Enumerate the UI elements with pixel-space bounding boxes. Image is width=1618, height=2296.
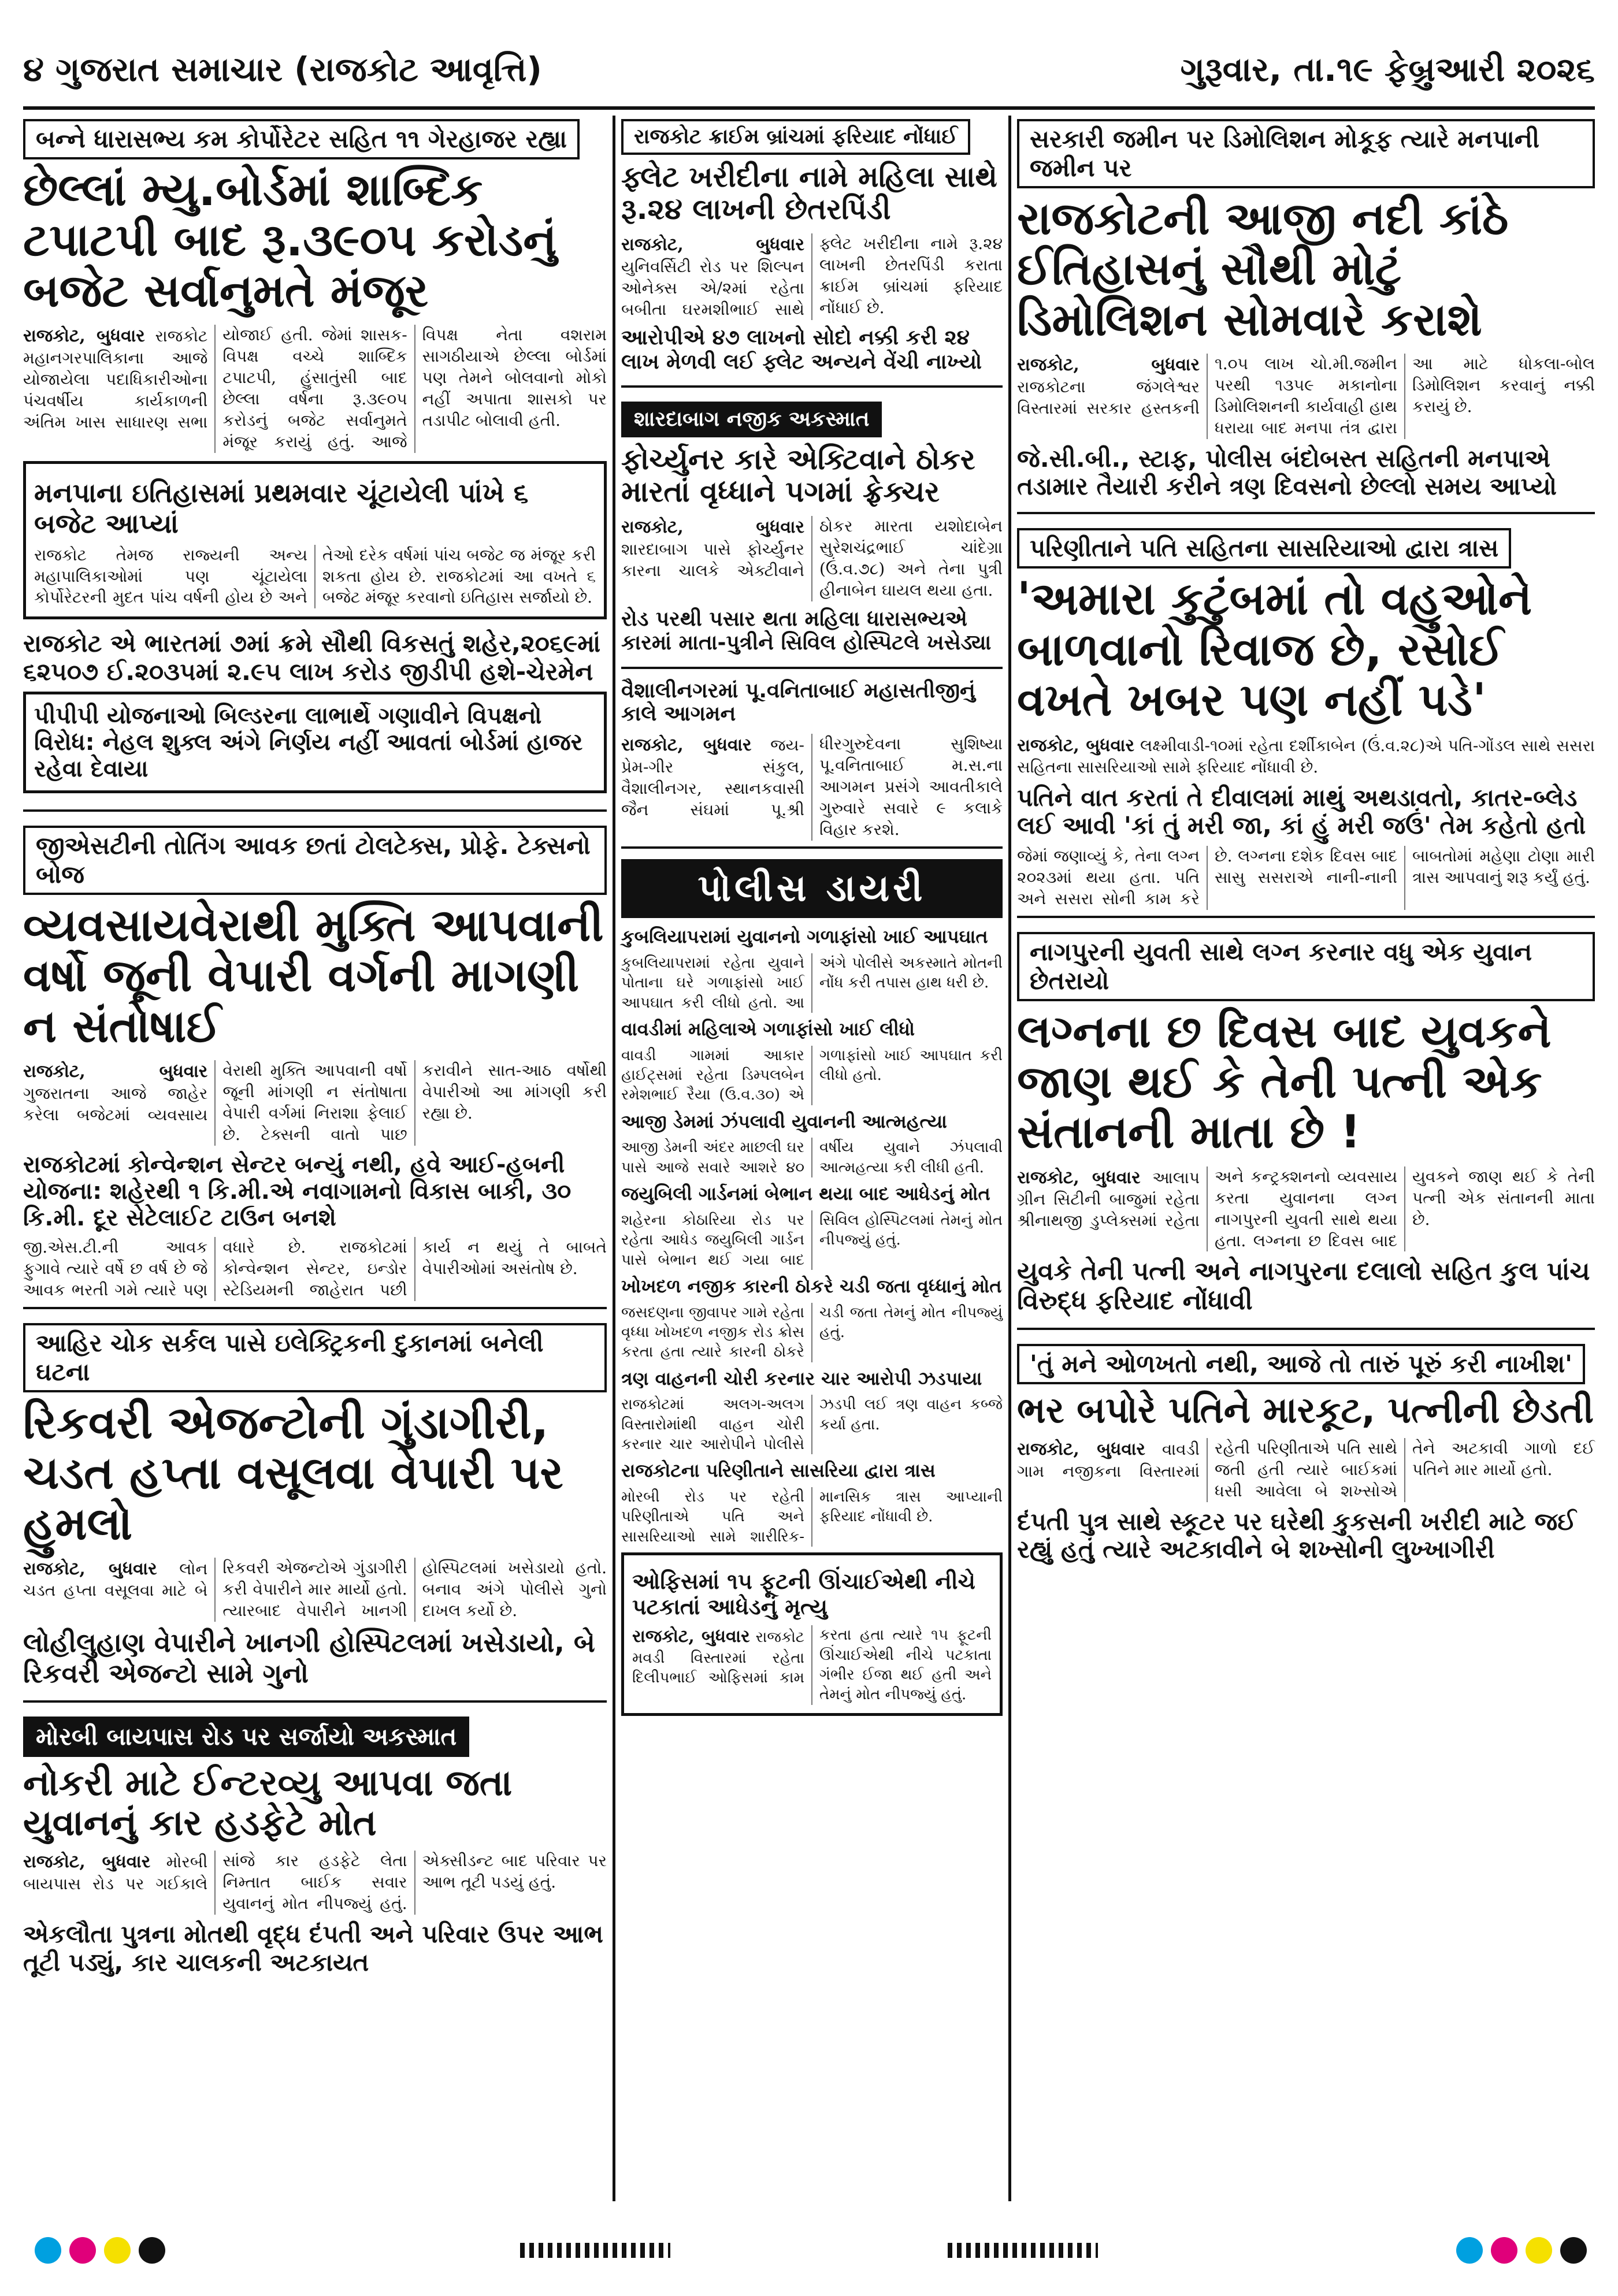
headline: વ્યવસાયવેરાથી મુક્તિ આપવાની વર્ષો જૂની વેપારી વર્ગની માગણી ન સંતોષાઈ (23, 900, 604, 1053)
item-headline: વાવડીમાં મહિલાએ ગળાફાંસો ખાઈ લીધો (621, 1017, 915, 1040)
subhead: આરોપીએ ૪૭ લાખનો સોદો નક્કી કરી ૨૪ લાખ મેળવી લઈ ફ્લેટ અન્યને વેંચી નાખ્યો (621, 326, 982, 374)
list-item (621, 1111, 1003, 1177)
cyan-dot (35, 2237, 61, 2264)
article-body: જેમાં જણાવ્યું કે, તેના લગ્ન ૨૦૨૩માં થયા હતા. પતિ અને સસરા સોની કામ કરે છે. લગ્નના દશેક દિવસ બાદ સાસુ સસરાએ નાની-નાની બાબતોમાં મહેણા ટોણા મારી ત્રાસ આપવાનું શરૂ કર્યું હતું. (1017, 846, 1595, 908)
list-item (621, 1460, 1003, 1547)
dateline: રાજકોટ, બુધવાર (621, 517, 804, 538)
headline: 'અમારા કુટુંબમાં તો વહુઓને બાળવાનો રિવાજ છે, રસોઈ વખતે ખબર પણ નહીં પડે' (1017, 573, 1532, 727)
column-rule (1008, 116, 1011, 2201)
headline: લગ્નના છ દિવસ બાદ યુવકને જાણ થઈ કે તેની પત્ની એક સંતાનની માતા છે ! (1017, 1005, 1552, 1159)
item-body: મોરબી રોડ પર રહેતી પરિણીતાએ પતિ અને સાસરિયાઓ સામે શારીરિક-માનસિક ત્રાસ આપ્યાની ફરિયાદ નોંધાવી છે. (621, 1488, 1003, 1545)
body-text-2: જી.એસ.ટી.ની આવક ફુગાવે ત્યારે વર્ષે છ વર્ષ છે જે આવક ભરતી ગમે ત્યારે પણ વધારે છે. રાજકોટમાં કોન્વેન્શન સેન્ટર, ઇન્ડોર સ્ટેડિયમની જાહેરાત પછી કાર્ય ન થયું તે બાબતે વેપારીઓમાં અસંતોષ છે. (23, 1237, 607, 1299)
dateline: રાજકોટ, બુધવાર (23, 1061, 208, 1082)
body-text: ગુજરાતના આજે જાહેર કરેલા બજેટમાં વ્યવસાય વેરાથી મુક્તિ આપવાની વર્ષો જૂની માંગણી ન સંતોષાતા વેપારી વર્ગમાં નિરાશા ફેલાઈ છે. ટેક્સની વાતો પાછ કરાવીને સાત-આઠ વર્ષોથી વેપારીઓ આ માંગણી કરી રહ્યા છે. (23, 1061, 607, 1144)
body-text: રાજકોટના જંગલેશ્વર વિસ્તારમાં સરકાર હસ્તકની ૧.૦૫ લાખ ચો.મી.જમીન પરથી ૧૩૫૯ મકાનોના ડિમોલિશનની કાર્યવાહી હાથ ધરાયા બાદ મનપા તંત્ર દ્વારા આ માટે ધોકલા-બોલ ડિમોલિશન કરવાનું નક્કી કરાયું છે. (1017, 354, 1595, 437)
body-text: યુનિવર્સિટી રોડ પર શિલ્પન ઓનેક્સ એ/૨માં રહેતા બબીતા ઘરમશીભાઈ સાથે ફ્લેટ ખરીદીના નામે રૂ.૨૪ લાખની છેતરપિંડી કરાતા ક્રાઈમ બ્રાંચમાં ફરિયાદ નોંધાઈ છે. (621, 234, 1003, 319)
dateline: રાજકોટ, બુધવાર (1017, 735, 1135, 756)
magenta-dot (69, 2237, 96, 2264)
item-headline: આજી ડેમમાં ઝંપલાવી યુવાનની આત્મહત્યા (621, 1110, 947, 1132)
subhead-box (23, 461, 607, 620)
kicker: મોરબી બાયપાસ રોડ પર સર્જાયો અકસ્માત (23, 1717, 469, 1757)
item-body: આજી ડેમની અંદર માછલી ઘર પાસે આજે સવારે આશરે ૪૦ વર્ષીય યુવાને ઝંપલાવી આત્મહત્યા કરી લીધી હતી. (621, 1139, 1003, 1176)
article-body (632, 1625, 992, 1704)
article-profession-tax (23, 822, 607, 1309)
body-text: શારદાબાગ પાસે ફોર્ચ્યુનર કારના ચાલકે એક્ટીવાને ઠોકર મારતા યશોદાબેન સુરેશચંદ્રભાઈ ચાંદેગ્રા (ઉં.વ.૭૮) અને તેના પુત્રી હીનાબેન ઘાયલ થયા હતા. (621, 517, 1003, 600)
body-text: લોન ચડત હપ્તા વસૂલવા માટે બે રિકવરી એજન્ટોએ ગુંડાગીરી કરી વેપારીને માર માર્યો હતો. ત્યારબાદ વેપારીને ખાનગી હોસ્પિટલમાં ખસેડાયો હતો. બનાવ અંગે પોલીસે ગુનો દાખલ કર્યો છે. (23, 1558, 607, 1620)
item-body: કુબલિયાપરામાં રહેતા યુવાને પોતાના ઘરે ગળાફાંસો ખાઈ આપઘાત કરી લીધો હતો. આ અંગે પોલીસે અકસ્માતે મોતની નોંધ કરી તપાસ હાથ ધરી છે. (621, 954, 1003, 1012)
headline: રાજકોટની આજી નદી કાંઠે ઈતિહાસનું સૌથી મોટું ડિમોલિશન સોમવારે કરાશે (1017, 193, 1509, 346)
headline: ઓફિસમાં ૧૫ ફૂટની ઊંચાઈએથી નીચે પટકાતાં આધેડનું મૃત્યુ (632, 1569, 975, 1619)
side-subhead: રાજકોટ એ ભારતમાં ૭માં ક્રમે સૌથી વિકસતું શહેર,૨૦૬૯માં ૬૨૫૦૭ ઈ.૨૦૩૫માં ૨.૯૫ લાખ કરોડ જીડીપી હશે-ચેરમેન (23, 629, 601, 686)
subhead: લોહીલુહાણ વેપારીને ખાનગી હોસ્પિટલમાં ખસેડાયો, બે રિકવરી એજન્ટો સામે ગુનો (23, 1626, 595, 1689)
subhead: રાજકોટમાં કોન્વેન્શન સેન્ટર બન્યું નથી, હવે આઈ-હબની યોજના: શહેરથી ૧ કિ.મી.એ નવાગામનો વિકાસ બાકી, ૩૦ કિ.મી. દૂર સેટેલાઈટ ટાઉન બનશે (23, 1151, 572, 1231)
article-budget (23, 116, 607, 812)
item-headline: ત્રણ વાહનની ચોરી કરનાર ચાર આરોપી ઝડપાયા (621, 1367, 982, 1390)
article-afternoon-assault (1017, 1340, 1595, 1576)
article-body (621, 233, 1003, 320)
kicker: 'તું મને ઓળખતો નથી, આજે તો તારું પૂરું કરી નાખીશ' (1017, 1344, 1585, 1384)
item-headline: જયુબિલી ગાર્ડનમાં બેભાન થયા બાદ આધેડનું મોત (621, 1183, 990, 1205)
gray-strip (948, 2243, 1098, 2258)
magenta-dot (1491, 2237, 1517, 2264)
kicker: જીએસટીની તોતિંગ આવક છતાં ટોલટેક્સ, પ્રોફે. ટેક્સનો બોજ (23, 826, 607, 895)
kicker: રાજકોટ ક્રાઈમ બ્રાંચમાં ફરિયાદ નોંધાઈ (621, 119, 970, 155)
subhead: દંપતી પુત્ર સાથે સ્કૂટર પર ઘરેથી કુકસની ખરીદી માટે જઈ રહ્યું હતું ત્યારે અટકાવીને બે શખ્સોની લુખ્ખાગીરી (1017, 1507, 1576, 1564)
headline: રિકવરી એજન્ટોની ગુંડાગીરી, ચડત હપ્તા વસૂલવા વેપારી પર હુમલો (23, 1396, 563, 1550)
dateline: રાજકોટ, બુધવાર (621, 735, 752, 756)
item-body: જસદણના જીવાપર ગામે રહેતા વૃધ્ધા ખોખદળ નજીક રોડ ક્રોસ કરતા હતા ત્યારે કારની ઠોકરે ચડી જતા તેમનું મોત નીપજ્યું હતું. (621, 1303, 1003, 1361)
article-body (23, 1558, 607, 1622)
masthead (23, 40, 1595, 110)
article-mahasatiji (621, 679, 1003, 849)
black-dot (139, 2237, 165, 2264)
dateline: રાજકોટ, બુધવાર (23, 326, 145, 347)
column-right (1017, 116, 1595, 2201)
column-rule (613, 116, 615, 2201)
item-body: રાજકોટમાં અલગ-અલગ વિસ્તારોમાંથી વાહન ચોરી કરનાર ચાર આરોપીને પોલીસે ઝડપી લઈ ત્રણ વાહન કબ્જે કર્યા હતા. (621, 1396, 1003, 1453)
article-office-fall (621, 1552, 1003, 1716)
print-registration-marks (0, 2230, 1618, 2276)
body-text: મોરબી બાયપાસ રોડ પર ગઈકાલે સાંજે કાર હડફેટે લેતા નિમ્તાત બાઈક સવાર યુવાનનું મોત નીપજ્યું હતું. એક્સીડન્ટ બાદ પરિવાર પર આભ તૂટી પડયું હતું. (23, 1851, 607, 1914)
headline: નોકરી માટે ઈન્ટરવ્યુ આપવા જતા યુવાનનું કાર હડફેટે મોત (23, 1761, 513, 1844)
article-lead (1017, 734, 1595, 779)
kicker: પરિણીતાને પતિ સહિતના સાસરિયાઓ દ્વારા ત્રાસ (1017, 528, 1511, 569)
body-text: વાવડી ગામ નજીકના વિસ્તારમાં રહેતી પરિણીતાએ પતિ સાથે જતી હતી ત્યારે બાઈકમાં ધસી આવેલા બે શખ્સોએ તેને અટકાવી ગાળો દઈ પતિને માર માર્યો હતો. (1017, 1439, 1595, 1500)
footer-subhead: પીપીપી યોજનાઓ બિલ્ડરના લાભાર્થે ગણાવીને વિપક્ષનો વિરોધ: નેહલ શુક્લ અંગે નિર્ણય નહીં આવતાં બોર્ડમાં હાજર રહેવા દેવાયા (34, 703, 583, 783)
masthead-date: ગુરૂવાર, તા.૧૯ ફેબ્રુઆરી ૨૦૨૬ (1180, 50, 1595, 89)
kicker: બન્ને ધારાસભ્ય કમ કોર્પોરેટર સહિત ૧૧ ગેરહાજર રહ્યા (23, 119, 580, 159)
article-body (1017, 1438, 1595, 1502)
cyan-dot (1456, 2237, 1483, 2264)
article-recovery-agents (23, 1320, 607, 1703)
kicker: આહિર ચોક સર્કલ પાસે ઇલેક્ટ્રિકની દુકાનમાં બનેલી ઘટના (23, 1323, 607, 1392)
body-text: રાજકોટ મવડી વિસ્તારમાં રહેતા દિલીપભાઈ ઓફિસમાં કામ કરતા હતા ત્યારે ૧૫ ફૂટની ઊંચાઈએથી નીચે પટકાતા ગંભીર ઈજા થઈ હતી અને તેમનું મોત નીપજ્યું હતું. (632, 1626, 992, 1704)
black-dot (1560, 2237, 1587, 2264)
article-dowry-harassment (1017, 525, 1595, 917)
subhead: રોડ પરથી પસાર થતા મહિલા ધારાસભ્યએ કારમાં માતા-પુત્રીને સિવિલ હોસ્પિટલે ખસેડ્યા (621, 607, 992, 655)
subhead: યુવકે તેની પત્ની અને નાગપુરના દલાલો સહિત કુલ પાંચ વિરુદ્ધ ફરિયાદ નોંધાવી (1017, 1257, 1590, 1316)
dateline: રાજકોટ, બુધવાર (23, 1852, 151, 1873)
article-fortuner-accident (621, 398, 1003, 669)
article-demolition (1017, 116, 1595, 514)
list-item (621, 1019, 1003, 1105)
headline: ભર બપોરે પતિને મારકૂટ, પત્નીની છેડતી (1017, 1388, 1594, 1431)
dateline: રાજકોટ, બુધવાર (1017, 355, 1200, 376)
dateline: રાજકોટ, બુધવાર (1017, 1167, 1141, 1188)
dateline: રાજકોટ, બુધવાર (23, 1558, 157, 1579)
list-item (621, 1368, 1003, 1455)
list-item (621, 926, 1003, 1013)
masthead-paper-name: ૪ ગુજરાત સમાચાર (રાજકોટ આવૃત્તિ) (23, 50, 542, 89)
article-body (621, 734, 1003, 841)
column-middle (621, 116, 1003, 2201)
gray-strip (520, 2243, 670, 2258)
article-body (1017, 354, 1595, 439)
police-diary-list (621, 926, 1003, 1547)
body-text: આલાપ ગ્રીન સિટીની બાજુમાં રહેતા શ્રીનાથજી ડુપ્લેક્સમાં રહેતા અને કન્ટ્રક્શનનો વ્યવસાય કરતા યુવાનના લગ્ન નાગપુરની યુવતી સાથે થયા હતા. લગ્નના છ દિવસ બાદ યુવકને જાણ થઈ કે તેની પત્ની એક સંતાનની માતા છે. (1017, 1166, 1595, 1250)
headline: ફોર્ચ્યુનર કારે એક્ટિવાને ઠોકર મારતાં વૃધ્ધાને પગમાં ફ્રેક્ચર (621, 443, 975, 509)
headline: છેલ્લાં મ્યુ.બોર્ડમાં શાબ્દિક ટપાટપી બાદ રૂ.૩૯૦૫ કરોડનું બજેટ સર્વાનુમતે મંજૂર (23, 164, 557, 317)
headline: વૈશાલીનગરમાં પૂ.વનિતાબાઈ મહાસતીજીનું કાલે આગમન (621, 678, 975, 726)
subhead: જે.સી.બી., સ્ટાફ, પોલીસ બંદોબસ્ત સહિતની મનપાએ તડામાર તૈયારી કરીને ત્રણ દિવસનો છેલ્લો સમય આપ્યો (1017, 444, 1557, 501)
list-item (621, 1276, 1003, 1362)
article-accident-morbi (23, 1713, 607, 1988)
list-item (621, 1183, 1003, 1270)
subhead: પતિને વાત કરતાં તે દીવાલમાં માથું અથડાવતો, કાતર-બ્લેડ લઈ આવી 'કાં તું મરી જા, કાં હું મરી જઉં' તેમ કહેતો હતો (1017, 783, 1586, 840)
police-diary-band: પોલીસ ડાયરી (621, 859, 1003, 918)
dateline: રાજકોટ, બુધવાર (632, 1626, 750, 1647)
dateline: રાજકોટ, બુધવાર (621, 235, 804, 255)
article-body (23, 1851, 607, 1915)
item-headline: ખોખદળ નજીક કારની ઠોકરે ચડી જતા વૃધ્ધાનું મોત (621, 1275, 1002, 1297)
article-body (621, 516, 1003, 601)
yellow-dot (1526, 2237, 1552, 2264)
item-body: વાવડી ગામમાં આકાર હાઈટ્સમાં રહેતા ડિમ્પલબેન રમેશભાઈ રૈયા (ઉ.વ.૩૦) એ ગળાફાંસો ખાઈ આપઘાત કરી લીધો હતો. (621, 1046, 1003, 1104)
headline: ફ્લેટ ખરીદીના નામે મહિલા સાથે રૂ.૨૪ લાખની છેતરપિંડી (621, 160, 997, 226)
article-body (23, 325, 607, 453)
kicker: સરકારી જમીન પર ડિમોલિશન મોકૂફ ત્યારે મનપાની જમીન પર (1017, 119, 1595, 188)
body-text: રાજકોટ મહાનગરપાલિકાના આજે યોજાયેલા પદાધિકારીઓના પંચવર્ષીય કાર્યકાળની અંતિમ ખાસ સાધારણ સભા યોજાઈ હતી. જેમાં શાસક-વિપક્ષ વચ્ચે શાબ્દિક ટપાટપી, હુંસાતુંસી બાદ છેલ્લા વર્ષના રૂ.૩૯૦૫ કરોડનું બજેટ સર્વાનુમતે મંજૂર કરાયું હતું. આજે વિપક્ષ નેતા વશરામ સાગઠીયાએ છેલ્લા બોર્ડમાં પણ તેમને બોલવાનો મોકો નહીં અપાતા શાસકો પર તડાપીટ બોલાવી હતી. (23, 325, 607, 451)
lead-text: લક્ષ્મીવાડી-૧૦માં રહેતા દર્શીકાબેન (ઉં.વ.૨૮)એ પતિ-ગોંડલ સાથે સસરા સહિતના સાસરિયાઓ સામે ફરિયાદ નોંધાવી છે. (1017, 735, 1595, 777)
article-body (1017, 1166, 1595, 1252)
column-left (23, 116, 607, 2201)
subhead: મનપાના ઇતિહાસમાં પ્રથમવાર ચૂંટાયેલી પાંખે ૬ બજેટ આપ્યાં (34, 477, 529, 539)
body-text-2: રાજકોટ તેમજ રાજ્યની અન્ય મહાપાલિકાઓમાં પણ ચૂંટાયેલા કોર્પોરેટરની મુદત પાંચ વર્ષની હોય છે અને તેઓ દરેક વર્ષમાં પાંચ બજેટ જ મંજૂર કરી શકતા હોય છે. રાજકોટમાં આ વખતે ૬ બજેટ મંજૂર કરવાનો ઇતિહાસ સર્જાયો છે. (34, 545, 596, 607)
item-headline: કુબલિયાપરામાં યુવાનનો ગળાફાંસો ખાઈ આપઘાત (621, 926, 988, 948)
yellow-dot (104, 2237, 131, 2264)
article-nagpur-marriage (1017, 928, 1595, 1330)
dateline: રાજકોટ, બુધવાર (1017, 1439, 1145, 1460)
body-text: જય-પ્રેમ-ગીર સંકુલ, વૈશાલીનગર, સ્થાનકવાસી જૈન સંઘમાં પૂ.શ્રી ધીરગુરુદેવના સુશિષ્યા પૂ.વનિતાબાઈ મ.સ.ના આગમન પ્રસંગે આવતીકાલે ગુરુવારે સવારે ૯ કલાકે વિહાર કરશે. (621, 734, 1003, 839)
item-headline: રાજકોટના પરિણીતાને સાસરિયા દ્વારા ત્રાસ (621, 1459, 936, 1482)
article-body (23, 1060, 607, 1146)
kicker: શારદાબાગ નજીક અકસ્માત (621, 402, 882, 437)
subhead: એકલૌતા પુત્રના મોતથી વૃદ્ધ દંપતી અને પરિવાર ઉપર આભ તૂટી પડ્યું, કાર ચાલકની અટકાયત (23, 1920, 603, 1977)
footer-box (23, 692, 607, 793)
kicker: નાગપુરની યુવતી સાથે લગ્ન કરનાર વધુ એક યુવાન છેતરાયો (1017, 932, 1595, 1001)
item-body: શહેરના કોઠારિયા રોડ પર રહેતા આધેડ જયુબિલી ગાર્ડન પાસે બેભાન થઈ ગયા બાદ સિવિલ હોસ્પિટલમાં તેમનું મોત નીપજ્યું હતું. (621, 1211, 1003, 1269)
article-flat-fraud (621, 116, 1003, 388)
